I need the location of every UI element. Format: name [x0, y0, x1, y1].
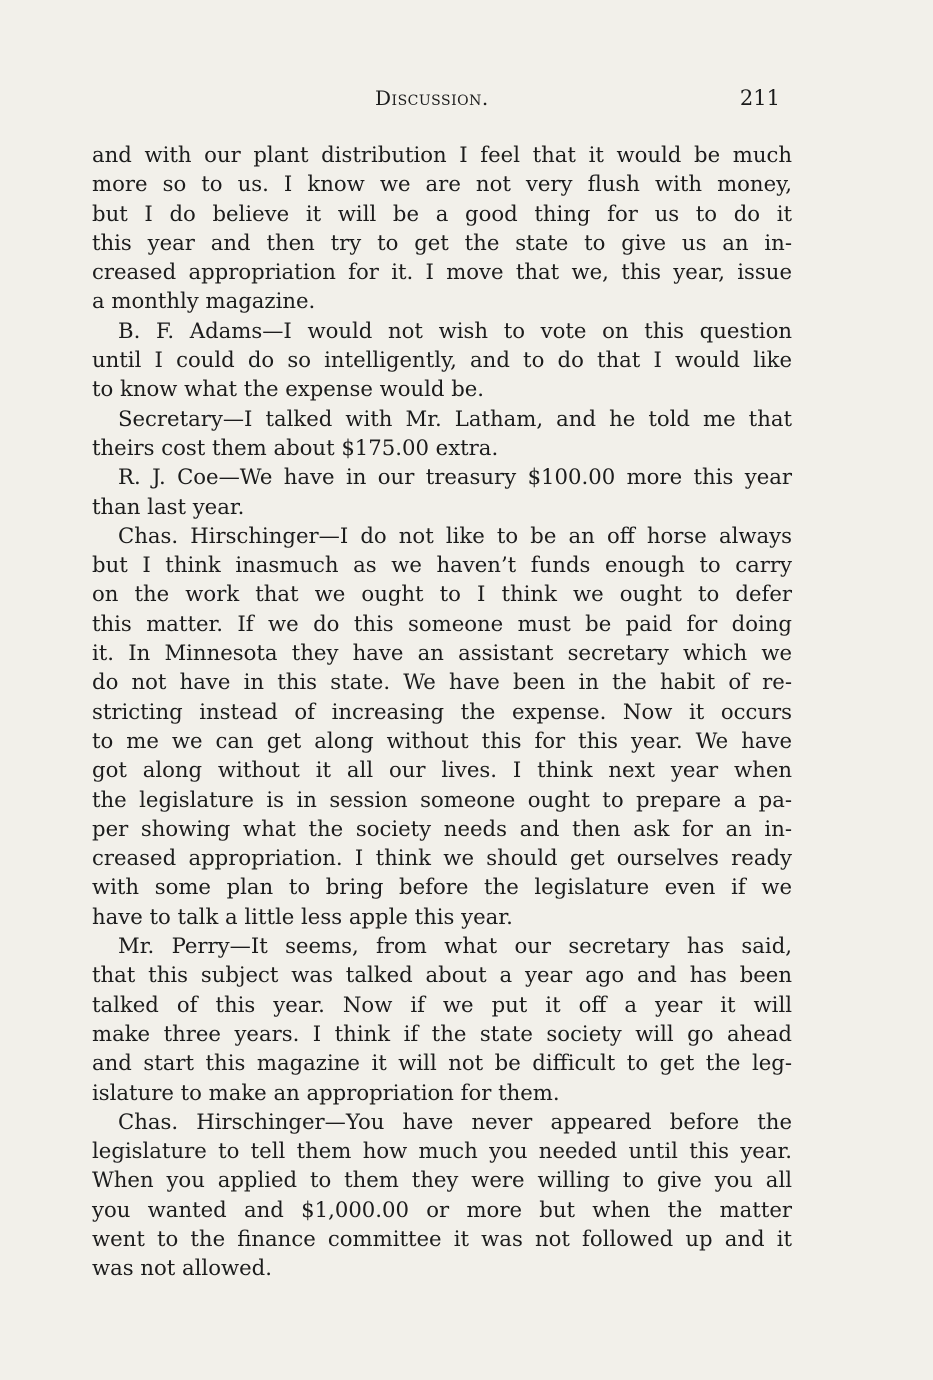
text-line: R. J. Coe—We have in our treasury $100.00 more this year [118, 464, 792, 490]
page-header [92, 86, 792, 116]
text-line: the legislature is in session someone ought to prepare a pa- [92, 786, 792, 812]
text-line: this matter. If we do this someone must be paid for doing [92, 610, 792, 636]
text-line: and start this magazine it will not be difficult to get the leg- [92, 1050, 792, 1076]
book-page [92, 86, 792, 1283]
paragraph [92, 521, 792, 931]
text-line: until I could do so intelligently, and to do that I would like [92, 347, 792, 373]
paragraph [92, 462, 792, 521]
text-line: Secretary—I talked with Mr. Latham, and he told me that [118, 405, 792, 431]
paragraph [92, 316, 792, 404]
text-line: a monthly magazine. [92, 288, 316, 314]
text-line: that this subject was talked about a year ago and has been [92, 962, 792, 988]
text-line: do not have in this state. We have been in the habit of re- [92, 669, 792, 695]
text-line: legislature to tell them how much you needed until this year. [92, 1138, 792, 1164]
text-line: per showing what the society needs and then ask for an in- [92, 815, 792, 841]
text-line: but I do believe it will be a good thing for us to do it [92, 200, 792, 226]
text-line: creased appropriation for it. I move that we, this year, issue [92, 259, 792, 285]
page-number: 211 [739, 86, 780, 110]
paragraph [92, 1107, 792, 1283]
paragraph [92, 404, 792, 463]
text-line: theirs cost them about $175.00 extra. [92, 434, 499, 460]
text-line: talked of this year. Now if we put it off a year it will [92, 991, 792, 1017]
text-line: Chas. Hirschinger—You have never appeared before the [118, 1108, 792, 1134]
text-line: to me we can get along without this for this year. We have [92, 727, 792, 753]
text-line: went to the finance committee it was not followed up and it [92, 1225, 792, 1251]
paragraph [92, 140, 792, 316]
text-line: you wanted and $1,000.00 or more but when the matter [92, 1196, 792, 1222]
text-line: creased appropriation. I think we should get ourselves ready [92, 845, 792, 871]
text-line: have to talk a little less apple this year. [92, 903, 513, 929]
text-line: this year and then try to get the state to give us an in- [92, 229, 792, 255]
paragraph [92, 931, 792, 1107]
text-line: and with our plant distribution I feel that it would be much [92, 142, 792, 167]
text-line: was not allowed. [92, 1255, 272, 1281]
text-line: Chas. Hirschinger—I do not like to be an off horse always [118, 522, 792, 548]
running-head: Discussion. [375, 86, 489, 110]
text-line: Mr. Perry—It seems, from what our secretary has said, [118, 933, 792, 959]
text-line: When you applied to them they were willing to give you all [92, 1167, 792, 1193]
body-text [92, 140, 792, 1283]
text-line: but I think inasmuch as we haven’t funds enough to carry [92, 552, 792, 578]
text-line: islature to make an appropriation for them. [92, 1079, 560, 1105]
text-line: got along without it all our lives. I think next year when [92, 757, 792, 783]
text-line: make three years. I think if the state society will go ahead [92, 1020, 792, 1046]
text-line: than last year. [92, 493, 245, 519]
text-line: more so to us. I know we are not very flush with money, [92, 171, 792, 197]
text-line: on the work that we ought to I think we ought to defer [92, 581, 792, 607]
text-line: B. F. Adams—I would not wish to vote on this question [118, 317, 792, 343]
text-line: with some plan to bring before the legislature even if we [92, 874, 792, 900]
text-line: it. In Minnesota they have an assistant secretary which we [92, 640, 792, 666]
text-line: stricting instead of increasing the expense. Now it occurs [92, 698, 792, 724]
text-line: to know what the expense would be. [92, 376, 485, 402]
